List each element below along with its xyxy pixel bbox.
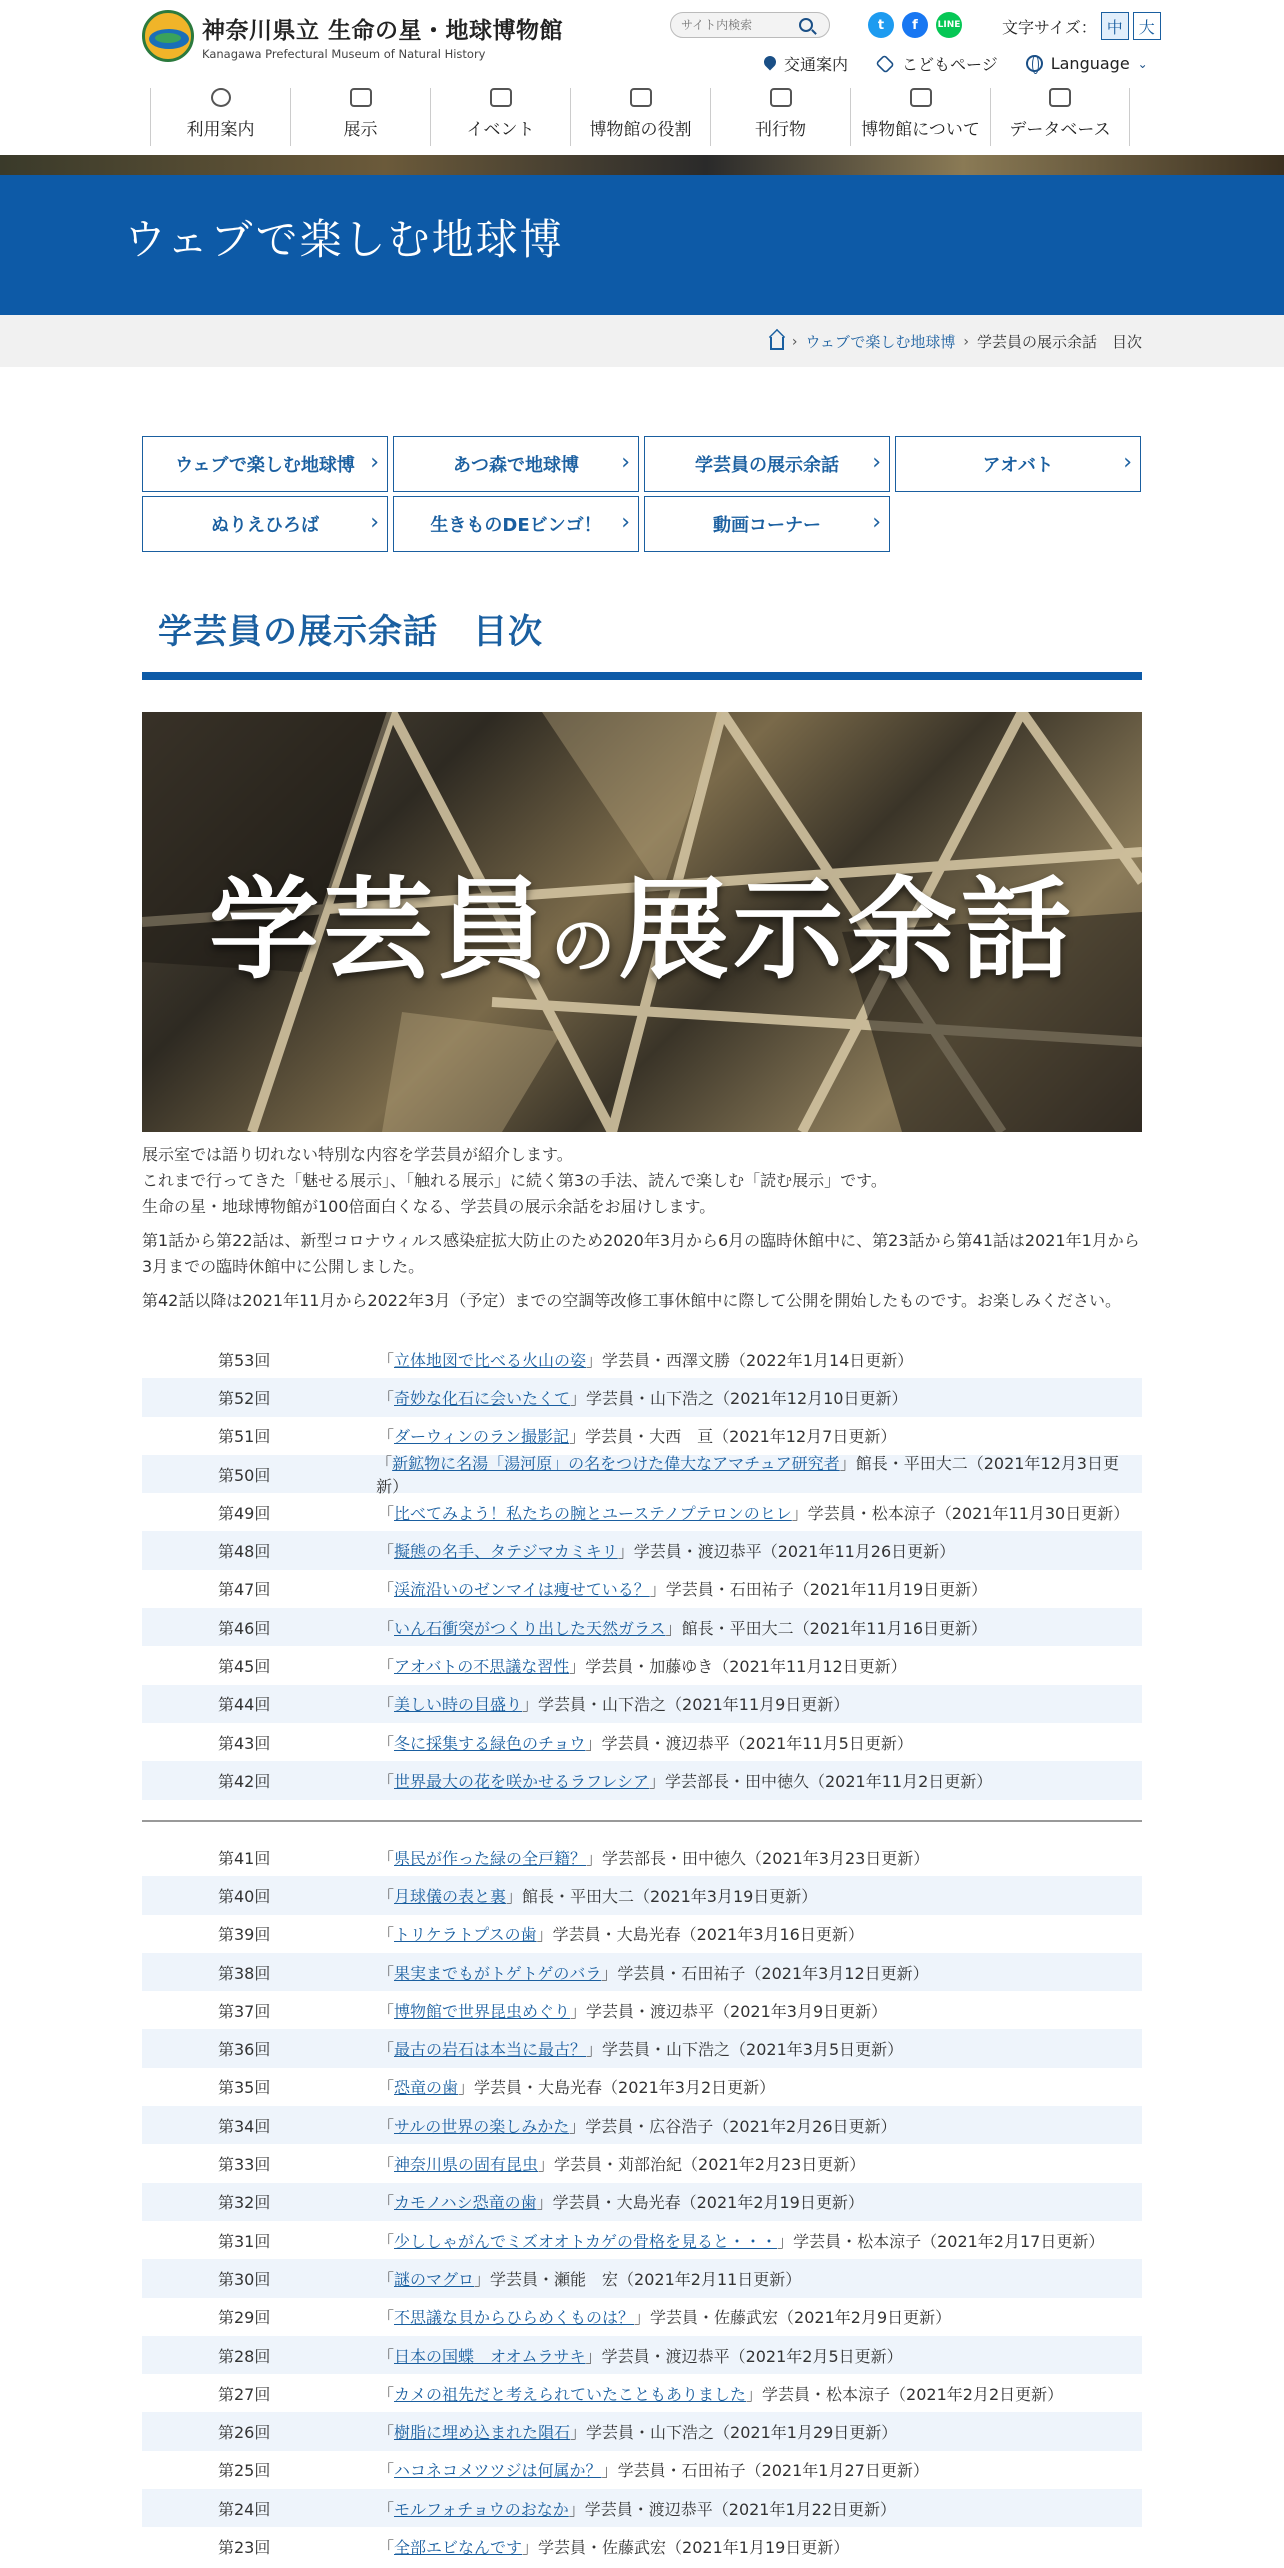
episode-description: 「月球儀の表と裏」館長・平田大二（2021年3月19日更新） xyxy=(378,1886,818,1906)
nav-about[interactable] xyxy=(850,88,990,146)
episode-description: 「謎のマグロ」学芸員・瀬能 宏（2021年2月11日更新） xyxy=(378,2269,802,2289)
episode-description: 「カモノハシ恐竜の歯」学芸員・大島光春（2021年2月19日更新） xyxy=(378,2193,864,2213)
episode-title-link[interactable]: ダーウィンのラン撮影記 xyxy=(394,1427,570,1447)
episode-description: 「不思議な貝からひらめくものは？」学芸員・佐藤武宏（2021年2月9日更新） xyxy=(378,2308,952,2328)
episode-title-link[interactable]: 月球儀の表と裏 xyxy=(394,1886,507,1906)
episode-number: 第51回 xyxy=(218,1427,271,1447)
kids-page-link[interactable] xyxy=(876,52,998,75)
episode-row xyxy=(142,1991,1142,2029)
episode-title-link[interactable]: 世界最大の花を咲かせるラフレシア xyxy=(394,1771,649,1791)
hero-photo-strip xyxy=(0,155,1284,175)
episode-title-link[interactable]: 美しい時の目盛り xyxy=(394,1695,523,1715)
episode-row xyxy=(142,2068,1142,2106)
breadcrumb-parent-link[interactable]: ウェブで楽しむ地球博 xyxy=(805,333,956,351)
episode-number: 第24回 xyxy=(218,2499,271,2519)
tab-aobato[interactable]: アオバト › xyxy=(895,436,1141,492)
episode-description: 「最古の岩石は本当に最古？」学芸員・山下浩之（2021年3月5日更新） xyxy=(378,2040,904,2060)
episode-row xyxy=(142,2029,1142,2067)
episode-row xyxy=(142,2183,1142,2221)
access-link-label: 交通案内 xyxy=(784,55,849,74)
episode-title-link[interactable]: 樹脂に埋め込まれた隕石 xyxy=(394,2423,571,2443)
episode-meta: 学芸員・石田祐子（2021年11月19日更新） xyxy=(665,1580,988,1600)
episode-row xyxy=(142,2298,1142,2336)
nav-events[interactable] xyxy=(430,88,570,146)
map-pin-icon xyxy=(764,56,776,72)
episode-title-link[interactable]: 少ししゃがんでミズオオトカゲの骨格を見ると・・・ xyxy=(394,2231,778,2251)
episode-number: 第36回 xyxy=(218,2040,271,2060)
nav-guide[interactable] xyxy=(150,88,290,146)
intro-line: 展示室では語り切れない特別な内容を学芸員が紹介します。 xyxy=(142,1145,573,1164)
episode-title-link[interactable]: カモノハシ恐竜の歯 xyxy=(394,2193,537,2213)
episode-number: 第53回 xyxy=(218,1350,271,1370)
episode-title-link[interactable]: 比べてみよう！私たちの腕とユーステノプテロンのヒレ xyxy=(394,1503,792,1523)
episode-title-link[interactable]: 博物館で世界昆虫めぐり xyxy=(394,2001,571,2021)
episode-number: 第42回 xyxy=(218,1771,271,1791)
episode-description: 「立体地図で比べる火山の姿」学芸員・西澤文勝（2022年1月14日更新） xyxy=(378,1350,914,1370)
episode-title-link[interactable]: 果実までもがトゲトゲのバラ xyxy=(394,1963,602,1983)
main-nav xyxy=(150,88,1130,146)
episode-description: 「神奈川県の固有昆虫」学芸員・苅部治紀（2021年2月23日更新） xyxy=(378,2155,866,2175)
nav-database-label: データベース xyxy=(1009,120,1111,140)
episode-meta: 学芸部長・田中徳久（2021年11月2日更新） xyxy=(665,1771,993,1791)
tab-web-museum[interactable]: ウェブで楽しむ地球博 › xyxy=(142,436,388,492)
episode-number: 第23回 xyxy=(218,2537,271,2557)
home-icon[interactable] xyxy=(770,337,784,350)
episode-number: 第47回 xyxy=(218,1580,271,1600)
episode-title-link[interactable]: 冬に採集する緑色のチョウ xyxy=(394,1733,586,1753)
episode-number: 第26回 xyxy=(218,2423,271,2443)
episode-meta: 学芸員・石田祐子（2021年1月27日更新） xyxy=(617,2461,929,2481)
section-tabs xyxy=(142,436,1142,552)
episode-description: 「冬に採集する緑色のチョウ」学芸員・渡辺恭平（2021年11月5日更新） xyxy=(378,1733,913,1753)
episode-number: 第40回 xyxy=(218,1886,271,1906)
episode-title-link[interactable]: 謎のマグロ xyxy=(394,2269,475,2289)
episode-meta: 学芸員・大西 亘（2021年12月7日更新） xyxy=(585,1427,897,1447)
episode-meta: 学芸員・広谷浩子（2021年2月26日更新） xyxy=(585,2116,897,2136)
episode-number: 第31回 xyxy=(218,2231,271,2251)
episode-description: 「比べてみよう！私たちの腕とユーステノプテロンのヒレ」学芸員・松本涼子（2021年11月30日更新） xyxy=(378,1503,1130,1523)
episode-number: 第28回 xyxy=(218,2346,271,2366)
nav-exhibits[interactable] xyxy=(290,88,430,146)
nav-guide-label: 利用案内 xyxy=(186,120,255,140)
facebook-icon[interactable]: f xyxy=(902,12,928,38)
language-label: Language xyxy=(1050,54,1130,73)
episode-number: 第43回 xyxy=(218,1733,271,1753)
language-dropdown[interactable] xyxy=(1026,52,1148,75)
episode-title-link[interactable]: 奇妙な化石に会いたくて xyxy=(394,1388,571,1408)
dinosaur-icon xyxy=(350,88,372,107)
breadcrumb-separator-icon: › xyxy=(963,333,969,350)
tab-coloring[interactable]: ぬりえひろば › xyxy=(142,496,388,552)
episode-row xyxy=(142,1876,1142,1914)
episode-meta: 学芸員・苅部治紀（2021年2月23日更新） xyxy=(554,2155,866,2175)
episode-description: 「擬態の名手、タテジマカミキリ」学芸員・渡辺恭平（2021年11月26日更新） xyxy=(378,1542,956,1562)
intro-line: 第1話から第22話は、新型コロナウィルス感染症拡大防止のため2020年3月から6月の臨時休館中に、第23話から第41話は2021年1月から3月までの臨時休館中に公開しました。 xyxy=(142,1231,1140,1276)
font-size-medium-button[interactable]: 中 xyxy=(1101,12,1129,40)
logo-title-en: Kanagawa Prefectural Museum of Natural History xyxy=(202,46,486,61)
episode-number: 第33回 xyxy=(218,2155,271,2175)
utility-nav xyxy=(764,52,1148,75)
episode-number: 第30回 xyxy=(218,2269,271,2289)
episode-number: 第27回 xyxy=(218,2384,271,2404)
banner-text-b: の xyxy=(551,909,619,984)
episode-description: 「カメの祖先だと考えられていたこともありました」学芸員・松本涼子（2021年2月2日更新） xyxy=(378,2384,1064,2404)
episode-meta: 館長・平田大二（2021年11月16日更新） xyxy=(681,1618,988,1638)
episode-description: 「サルの世界の楽しみかた」学芸員・広谷浩子（2021年2月26日更新） xyxy=(378,2116,897,2136)
access-link[interactable] xyxy=(764,52,848,75)
museum-logo[interactable] xyxy=(142,10,563,62)
episode-row xyxy=(142,1340,1142,1378)
database-search-icon xyxy=(1049,88,1071,107)
episode-description: 「渓流沿いのゼンマイは痩せている？」学芸員・石田祐子（2021年11月19日更新） xyxy=(378,1580,988,1600)
episode-row xyxy=(142,1454,1142,1497)
episode-title-link[interactable]: カメの祖先だと考えられていたこともありました xyxy=(394,2384,747,2404)
episode-meta: 学芸員・西澤文勝（2022年1月14日更新） xyxy=(602,1350,914,1370)
episode-row xyxy=(142,1953,1142,1991)
episode-title-link[interactable]: アオバトの不思議な習性 xyxy=(394,1657,570,1677)
episode-description: 「県民が作った緑の全戸籍？」学芸部長・田中徳久（2021年3月23日更新） xyxy=(378,1848,930,1868)
episode-number: 第41回 xyxy=(218,1848,271,1868)
episode-list-past xyxy=(142,1838,1142,2566)
title-underline xyxy=(142,672,1142,680)
hero-banner xyxy=(0,175,1284,315)
episode-meta: 館長・平田大二（2021年3月19日更新） xyxy=(522,1886,818,1906)
episode-meta: 学芸員・大島光春（2021年2月19日更新） xyxy=(552,2193,864,2213)
episode-description: 「全部エビなんです」学芸員・佐藤武宏（2021年1月19日更新） xyxy=(378,2537,850,2557)
museum-logo-mark-icon xyxy=(142,10,194,62)
search-icon[interactable] xyxy=(799,18,813,32)
kids-icon xyxy=(875,54,894,73)
episode-meta: 学芸員・山下浩之（2021年1月29日更新） xyxy=(586,2423,898,2443)
document-icon xyxy=(630,88,652,107)
episode-description: 「ダーウィンのラン撮影記」学芸員・大西 亘（2021年12月7日更新） xyxy=(378,1427,897,1447)
episode-number: 第34回 xyxy=(218,2116,271,2136)
episode-description: 「ハコネコメツツジは何属か？」学芸員・石田祐子（2021年1月27日更新） xyxy=(378,2461,929,2481)
episode-number: 第44回 xyxy=(218,1695,271,1715)
nav-database[interactable] xyxy=(990,88,1130,146)
intro-text xyxy=(142,1142,1142,1322)
episode-row xyxy=(142,2489,1142,2527)
episode-number: 第49回 xyxy=(218,1503,271,1523)
episode-row xyxy=(142,1378,1142,1416)
book-icon xyxy=(770,88,792,107)
episode-row xyxy=(142,1570,1142,1608)
episode-title-link[interactable]: 全部エビなんです xyxy=(394,2537,523,2557)
episode-row xyxy=(142,2451,1142,2489)
episode-description: 「トリケラトプスの歯」学芸員・大島光春（2021年3月16日更新） xyxy=(378,1925,864,1945)
episode-description: 「モルフォチョウのおなか」学芸員・渡辺恭平（2021年1月22日更新） xyxy=(378,2499,897,2519)
episode-row xyxy=(142,1838,1142,1876)
info-icon xyxy=(211,88,231,107)
episode-description: 「新鉱物に名湯「湯河原」の名をつけた偉大なアマチュア研究者」館長・平田大二（2021年12月3日更新） xyxy=(376,1454,1119,1497)
episode-title-link[interactable]: 擬態の名手、タテジマカミキリ xyxy=(394,1542,618,1562)
episode-row xyxy=(142,2144,1142,2182)
nav-publications[interactable] xyxy=(710,88,850,146)
episode-row xyxy=(142,2412,1142,2450)
episode-title-link[interactable]: 新鉱物に名湯「湯河原」の名をつけた偉大なアマチュア研究者 xyxy=(392,1454,840,1474)
nav-role[interactable] xyxy=(570,88,710,146)
nav-publications-label: 刊行物 xyxy=(755,120,806,140)
episode-description: 「日本の国蝶 オオムラサキ」学芸員・渡辺恭平（2021年2月5日更新） xyxy=(378,2346,903,2366)
episode-number: 第38回 xyxy=(218,1963,271,1983)
episode-row xyxy=(142,1761,1142,1799)
breadcrumb xyxy=(770,331,1142,352)
intro-line: これまで行ってきた「魅せる展示」、「触れる展示」に続く第3の手法、読んで楽しむ「読む展示」です。 xyxy=(142,1171,887,1190)
episode-meta: 学芸員・松本涼子（2021年2月2日更新） xyxy=(762,2384,1064,2404)
episode-number: 第52回 xyxy=(218,1388,271,1408)
list-divider xyxy=(142,1820,1142,1822)
sns-links xyxy=(868,12,962,38)
episode-row xyxy=(142,2527,1142,2565)
episode-title-link[interactable]: モルフォチョウのおなか xyxy=(394,2499,569,2519)
intro-line: 生命の星・地球博物館が100倍面白くなる、学芸員の展示余話をお届けします。 xyxy=(142,1197,716,1216)
episode-meta: 学芸員・加藤ゆき（2021年11月12日更新） xyxy=(585,1657,907,1677)
episode-meta: 学芸員・渡辺恭平（2021年2月5日更新） xyxy=(601,2346,903,2366)
episode-title-link[interactable]: 恐竜の歯 xyxy=(394,2078,459,2098)
episode-description: 「博物館で世界昆虫めぐり」学芸員・渡辺恭平（2021年3月9日更新） xyxy=(378,2001,888,2021)
episode-row xyxy=(142,1915,1142,1953)
episode-row xyxy=(142,2221,1142,2259)
episode-title-link[interactable]: サルの世界の楽しみかた xyxy=(394,2116,570,2136)
episode-title-link[interactable]: 立体地図で比べる火山の姿 xyxy=(394,1350,587,1370)
tab-atsumori[interactable]: あつ森で地球博 › xyxy=(393,436,639,492)
episode-description: 「果実までもがトゲトゲのバラ」学芸員・石田祐子（2021年3月12日更新） xyxy=(378,1963,929,1983)
tab-videos[interactable]: 動画コーナー › xyxy=(644,496,890,552)
nav-role-label: 博物館の役割 xyxy=(589,120,692,140)
kids-page-label: こどもページ xyxy=(902,55,998,74)
episode-meta: 学芸員・石田祐子（2021年3月12日更新） xyxy=(617,1963,929,1983)
banner-heading xyxy=(142,842,1142,1000)
episode-title-link[interactable]: ハコネコメツツジは何属か？ xyxy=(394,2461,602,2481)
episode-description: 「世界最大の花を咲かせるラフレシア」学芸部長・田中徳久（2021年11月2日更新） xyxy=(378,1771,993,1791)
episode-meta: 学芸員・松本涼子（2021年11月30日更新） xyxy=(807,1503,1130,1523)
episode-number: 第48回 xyxy=(218,1542,271,1562)
episode-number: 第25回 xyxy=(218,2461,271,2481)
episode-title-link[interactable]: 県民が作った緑の全戸籍？ xyxy=(394,1848,587,1868)
episode-title-link[interactable]: トリケラトプスの歯 xyxy=(394,1925,537,1945)
episode-title-link[interactable]: 不思議な貝からひらめくものは？ xyxy=(394,2308,635,2328)
episode-number: 第37回 xyxy=(218,2001,271,2021)
episode-number: 第50回 xyxy=(218,1465,271,1485)
episode-number: 第32回 xyxy=(218,2193,271,2213)
episode-description: 「いん石衝突がつくり出した天然ガラス」館長・平田大二（2021年11月16日更新） xyxy=(378,1618,988,1638)
episode-meta: 学芸員・佐藤武宏（2021年2月9日更新） xyxy=(650,2308,952,2328)
episode-row xyxy=(142,2374,1142,2412)
curator-talks-banner-image xyxy=(142,712,1142,1132)
font-size-label: 文字サイズ： xyxy=(1002,17,1097,37)
episode-meta: 学芸部長・田中徳久（2021年3月23日更新） xyxy=(602,1848,930,1868)
intro-line: 第42話以降は2021年11月から2022年3月（予定）までの空調等改修工事休館中に際して公開を開始したものです。お楽しみください。 xyxy=(142,1291,1122,1310)
building-icon xyxy=(910,88,932,107)
episode-description: 「アオバトの不思議な習性」学芸員・加藤ゆき（2021年11月12日更新） xyxy=(378,1657,907,1677)
search-input[interactable] xyxy=(681,18,799,32)
episode-meta: 学芸員・大島光春（2021年3月16日更新） xyxy=(552,1925,864,1945)
episode-row xyxy=(142,1493,1142,1531)
nav-events-label: イベント xyxy=(466,120,535,140)
episode-number: 第29回 xyxy=(218,2308,271,2328)
episode-meta: 館長・平田大二（2021年12月3日更新） xyxy=(376,1454,1119,1497)
banner-text-a: 学芸員 xyxy=(209,865,551,994)
episode-meta: 学芸員・佐藤武宏（2021年1月19日更新） xyxy=(538,2537,850,2557)
episode-meta: 学芸員・山下浩之（2021年12月10日更新） xyxy=(586,1388,908,1408)
tab-bingo[interactable]: 生きものDEビンゴ！ › xyxy=(393,496,639,552)
episode-title-link[interactable]: いん石衝突がつくり出した天然ガラス xyxy=(394,1618,666,1638)
episode-meta: 学芸員・渡辺恭平（2021年1月22日更新） xyxy=(584,2499,897,2519)
breadcrumb-current: 学芸員の展示余話 目次 xyxy=(976,333,1142,351)
episode-title-link[interactable]: 最古の岩石は本当に最古？ xyxy=(394,2040,587,2060)
episode-row xyxy=(142,1417,1142,1455)
event-board-icon xyxy=(490,88,512,107)
episode-meta: 学芸員・山下浩之（2021年3月5日更新） xyxy=(602,2040,904,2060)
episode-meta: 学芸員・渡辺恭平（2021年11月26日更新） xyxy=(633,1542,956,1562)
episode-description: 「奇妙な化石に会いたくて」学芸員・山下浩之（2021年12月10日更新） xyxy=(378,1388,908,1408)
episode-title-link[interactable]: 渓流沿いのゼンマイは痩せている？ xyxy=(394,1580,650,1600)
episode-row xyxy=(142,1646,1142,1684)
episode-title-link[interactable]: 日本の国蝶 オオムラサキ xyxy=(394,2346,586,2366)
episode-meta: 学芸員・松本涼子（2021年2月17日更新） xyxy=(793,2231,1105,2251)
site-search xyxy=(670,12,830,38)
episode-row xyxy=(142,1685,1142,1723)
breadcrumb-bar xyxy=(0,315,1284,367)
globe-icon xyxy=(1026,55,1043,72)
episode-row xyxy=(142,2259,1142,2297)
episode-meta: 学芸員・大島光春（2021年3月2日更新） xyxy=(474,2078,776,2098)
episode-row xyxy=(142,1723,1142,1761)
line-icon[interactable]: LINE xyxy=(936,12,962,38)
chevron-down-icon: ⌄ xyxy=(1137,56,1148,71)
episode-meta: 学芸員・渡辺恭平（2021年11月5日更新） xyxy=(601,1733,913,1753)
episode-number: 第39回 xyxy=(218,1925,271,1945)
font-size-switcher xyxy=(1002,12,1161,40)
episode-meta: 学芸員・瀬能 宏（2021年2月11日更新） xyxy=(490,2269,802,2289)
nav-about-label: 博物館について xyxy=(861,120,980,140)
episode-number: 第46回 xyxy=(218,1618,271,1638)
logo-title-jp: 神奈川県立 生命の星・地球博物館 xyxy=(202,17,564,44)
episode-meta: 学芸員・渡辺恭平（2021年3月9日更新） xyxy=(586,2001,888,2021)
episode-number: 第45回 xyxy=(218,1657,271,1677)
tab-curator-talks[interactable]: 学芸員の展示余話 › xyxy=(644,436,890,492)
hero-title: ウェブで楽しむ地球博 xyxy=(124,215,564,264)
episode-description: 「恐竜の歯」学芸員・大島光春（2021年3月2日更新） xyxy=(378,2078,776,2098)
breadcrumb-separator-icon: › xyxy=(791,333,798,350)
episode-list-current xyxy=(142,1340,1142,1800)
episode-description: 「少ししゃがんでミズオオトカゲの骨格を見ると・・・」学芸員・松本涼子（2021年2月17日更新） xyxy=(378,2231,1105,2251)
episode-title-link[interactable]: 神奈川県の固有昆虫 xyxy=(394,2155,539,2175)
twitter-icon[interactable]: t xyxy=(868,12,894,38)
nav-exhibits-label: 展示 xyxy=(343,120,378,140)
episode-meta: 学芸員・山下浩之（2021年11月9日更新） xyxy=(538,1695,850,1715)
episode-number: 第35回 xyxy=(218,2078,271,2098)
episode-row xyxy=(142,2336,1142,2374)
site-header xyxy=(0,0,1284,155)
episode-row xyxy=(142,1531,1142,1569)
episode-row xyxy=(142,1608,1142,1646)
font-size-large-button[interactable]: 大 xyxy=(1133,12,1161,40)
episode-description: 「美しい時の目盛り」学芸員・山下浩之（2021年11月9日更新） xyxy=(378,1695,850,1715)
page-title: 学芸員の展示余話 目次 xyxy=(158,612,543,652)
episode-description: 「樹脂に埋め込まれた隕石」学芸員・山下浩之（2021年1月29日更新） xyxy=(378,2423,898,2443)
episode-row xyxy=(142,2106,1142,2144)
banner-text-c: 展示余話 xyxy=(619,865,1075,994)
